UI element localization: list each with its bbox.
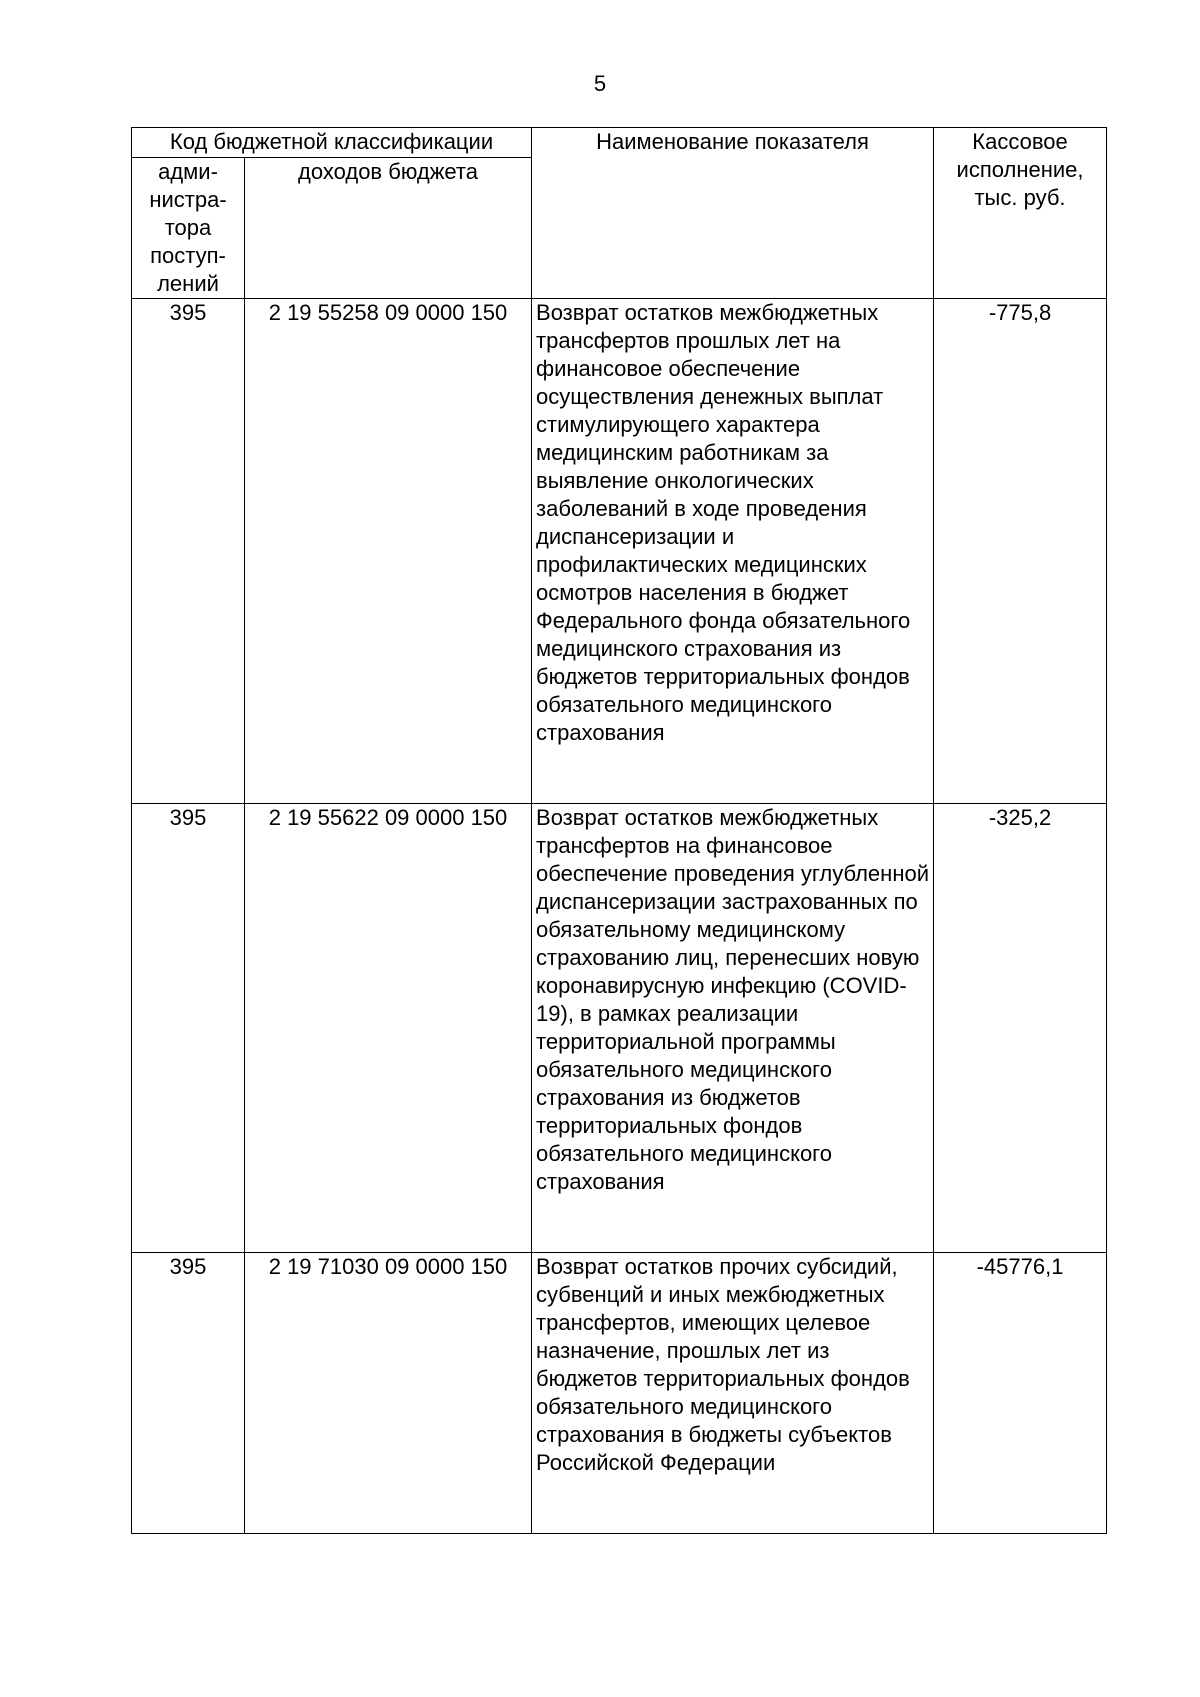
table-row xyxy=(132,804,1107,1253)
header-revenue-administrator xyxy=(132,158,245,299)
indicator-name-cell: Возврат остатков прочих субсидий, субвенций и иных межбюджетных трансфертов, имеющих целевое назначение, прошлых лет из бюджетов территориальных фондов обязательного медицинского страхования в бюджеты субъектов Российской Федерации xyxy=(532,1253,934,1534)
revenue-code-cell: 2 19 55258 09 0000 150 xyxy=(245,299,532,804)
budget-table xyxy=(131,127,1107,1534)
header-cash-execution-label: Кассовое исполнение, тыс. руб. xyxy=(956,129,1084,210)
cash-execution-cell: -775,8 xyxy=(934,299,1107,804)
header-budget-revenue-code: доходов бюджета xyxy=(245,158,532,299)
table-row xyxy=(132,1253,1107,1534)
cash-execution-cell: -325,2 xyxy=(934,804,1107,1253)
table-row xyxy=(132,299,1107,804)
header-budget-classification-code: Код бюджетной классификации xyxy=(132,128,532,158)
page-number: 5 xyxy=(593,71,607,96)
revenue-code-cell: 2 19 71030 09 0000 150 xyxy=(245,1253,532,1534)
admin-code-cell: 395 xyxy=(132,804,245,1253)
header-cash-execution xyxy=(934,128,1107,299)
admin-code-cell: 395 xyxy=(132,299,245,804)
header-revenue-administrator-label: адми- нистра- тора поступ- лений xyxy=(149,159,227,296)
indicator-name-cell: Возврат остатков межбюджетных трансфертов на финансовое обеспечение проведения углубленной диспансеризации застрахованных по обязательному медицинскому страхованию лиц, перенесших новую коронавирусную инфекцию (COVID-19), в рамках реализации территориальной программы обязательного медицинского страхования из бюджетов территориальных фондов обязательного медицинского страхования xyxy=(532,804,934,1253)
revenue-code-cell: 2 19 55622 09 0000 150 xyxy=(245,804,532,1253)
admin-code-cell: 395 xyxy=(132,1253,245,1534)
cash-execution-cell: -45776,1 xyxy=(934,1253,1107,1534)
indicator-name-cell: Возврат остатков межбюджетных трансфертов прошлых лет на финансовое обеспечение осуществления денежных выплат стимулирующего характера медицинским работникам за выявление онкологических заболеваний в ходе проведения диспансеризации и профилактических медицинских осмотров населения в бюджет Федерального фонда обязательного медицинского страхования из бюджетов территориальных фондов обязательного медицинского страхования xyxy=(532,299,934,804)
header-indicator-name: Наименование показателя xyxy=(532,128,934,299)
